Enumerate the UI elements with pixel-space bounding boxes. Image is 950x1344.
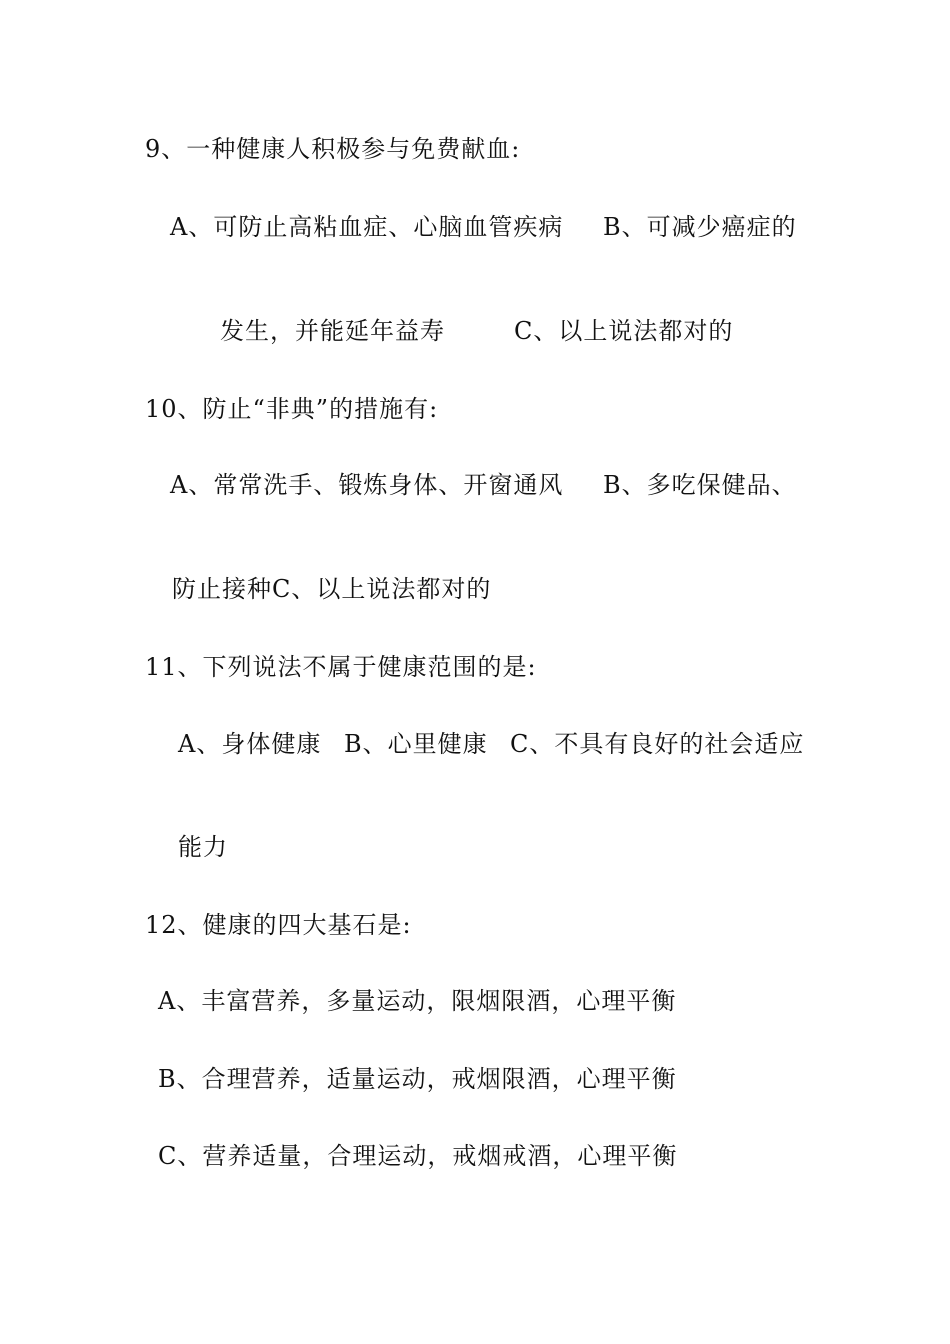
question-11: 11、下列说法不属于健康范围的是: xyxy=(145,653,537,681)
question-11-option-c: C、不具有良好的社会适应 xyxy=(510,730,805,758)
question-9-option-b: B、可减少癌症的 xyxy=(603,213,797,241)
question-9-option-a: A、可防止高粘血症、心脑血管疾病 xyxy=(170,213,564,241)
question-9-option-c: C、以上说法都对的 xyxy=(514,317,734,345)
question-12-option-b: B、合理营养，适量运动，戒烟限酒，心理平衡 xyxy=(158,1065,677,1093)
question-9-option-b-continued: 发生，并能延年益寿 xyxy=(220,317,445,345)
question-10: 10、防止“非典”的措施有: xyxy=(145,395,439,423)
question-12-option-a: A、丰富营养，多量运动，限烟限酒，心理平衡 xyxy=(158,987,677,1015)
question-11-option-b: B、心里健康 xyxy=(344,730,488,758)
question-10-option-b: B、多吃保健品、 xyxy=(603,471,797,499)
question-10-option-a: A、常常洗手、锻炼身体、开窗通风 xyxy=(170,471,564,499)
question-10-option-b-continued-and-c: 防止接种C、以上说法都对的 xyxy=(172,575,492,603)
question-11-option-a: A、身体健康 xyxy=(178,730,322,758)
question-12-option-c: C、营养适量，合理运动，戒烟戒酒，心理平衡 xyxy=(158,1142,678,1170)
question-9: 9、一种健康人积极参与免费献血: xyxy=(145,135,521,163)
question-11-option-c-continued: 能力 xyxy=(178,833,228,861)
question-12: 12、健康的四大基石是: xyxy=(145,911,412,939)
